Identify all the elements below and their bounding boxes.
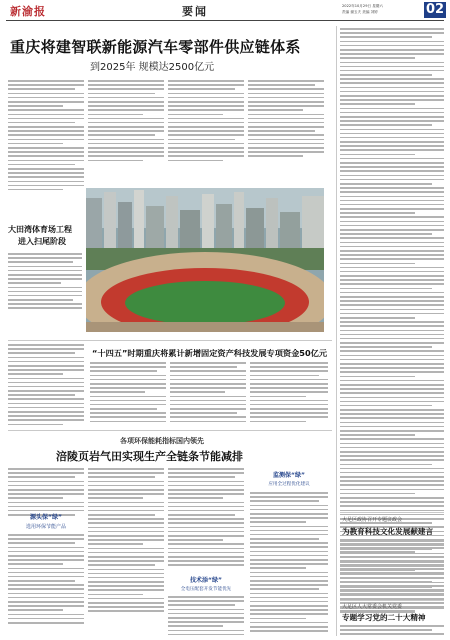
right-notice-2: 大足区人大常委会机关党委 bbox=[342, 604, 403, 610]
bottom-story-top-rule bbox=[8, 430, 332, 431]
bottom-body-col3b bbox=[168, 596, 244, 638]
photo-story-headline-2: 进入扫尾阶段 bbox=[18, 237, 66, 246]
photo-story-body bbox=[8, 253, 82, 309]
photo-story-box bbox=[8, 224, 82, 324]
section-title: 要闻 bbox=[182, 5, 208, 18]
bottom-body-col2 bbox=[88, 468, 164, 615]
right-column-divider bbox=[336, 26, 337, 636]
mid-body-col2 bbox=[170, 362, 246, 425]
editor-credits: 责编 谢玉夫 美编 刘婷 bbox=[342, 10, 378, 14]
mid-lead-col bbox=[8, 344, 84, 428]
photo-story-headline-1: 大田湾体育场工程 bbox=[8, 225, 72, 234]
lead-body-col2 bbox=[88, 80, 164, 164]
pullquote-center-title: 技术添“绿” bbox=[190, 577, 222, 584]
right-notice-1: 大足区政协召开专题议政会 bbox=[342, 517, 403, 523]
issue-date: 2022年10月29日 星期六 bbox=[342, 4, 383, 8]
pullquote-right bbox=[250, 470, 328, 487]
stadium-photo bbox=[86, 188, 324, 332]
pullquote-left-title: 源头保“绿” bbox=[30, 514, 62, 521]
pullquote-left bbox=[10, 512, 82, 530]
mid-body-col1 bbox=[90, 362, 166, 425]
mid-story-headline: “十四五”时期重庆将累计新增固定资产科技发展专项资金50亿元 bbox=[92, 348, 328, 358]
lead-body-col3 bbox=[168, 80, 244, 164]
bottom-body-col3a bbox=[168, 468, 244, 569]
lead-subheadline: 到2025年 规模达2500亿元 bbox=[90, 62, 215, 73]
pullquote-center bbox=[168, 575, 244, 592]
lead-body-col4 bbox=[248, 80, 324, 160]
newspaper-logo: 新渝报 bbox=[10, 5, 46, 18]
mid-body-col3 bbox=[250, 362, 328, 425]
right-col-rule-2 bbox=[340, 600, 444, 601]
mid-story-top-rule bbox=[8, 340, 332, 341]
lead-headline: 重庆将建智联新能源汽车零部件供应链体系 bbox=[10, 38, 301, 56]
right-col-text-3 bbox=[340, 625, 444, 638]
pullquote-center-sub: 全电压配套开发节能优先 bbox=[180, 587, 232, 592]
stadium-photo-drawing bbox=[86, 188, 324, 332]
bottom-story-headline: 涪陵页岩气田实现生产全链条节能减排 bbox=[56, 450, 243, 463]
right-col-rule-1 bbox=[340, 512, 444, 513]
masthead-rule bbox=[6, 20, 444, 21]
pullquote-right-sub: 应用全过程优化建议 bbox=[268, 482, 310, 487]
pullquote-left-sub: 选用环保节能产品 bbox=[25, 524, 66, 530]
pullquote-right-title: 监测保“绿” bbox=[273, 472, 305, 479]
page-number-badge: 02 bbox=[425, 2, 445, 17]
bottom-body-col4 bbox=[250, 492, 328, 634]
right-headline-1: 为教育科技文化发展献建言 bbox=[342, 527, 434, 536]
bottom-body-col1b bbox=[8, 534, 84, 626]
right-headline-2: 专题学习党的二十大精神 bbox=[342, 613, 426, 622]
lead-body-col1 bbox=[8, 80, 84, 193]
bottom-body-col1 bbox=[8, 468, 84, 518]
bottom-story-kicker: 各项环保能耗指标国内领先 bbox=[120, 437, 204, 445]
